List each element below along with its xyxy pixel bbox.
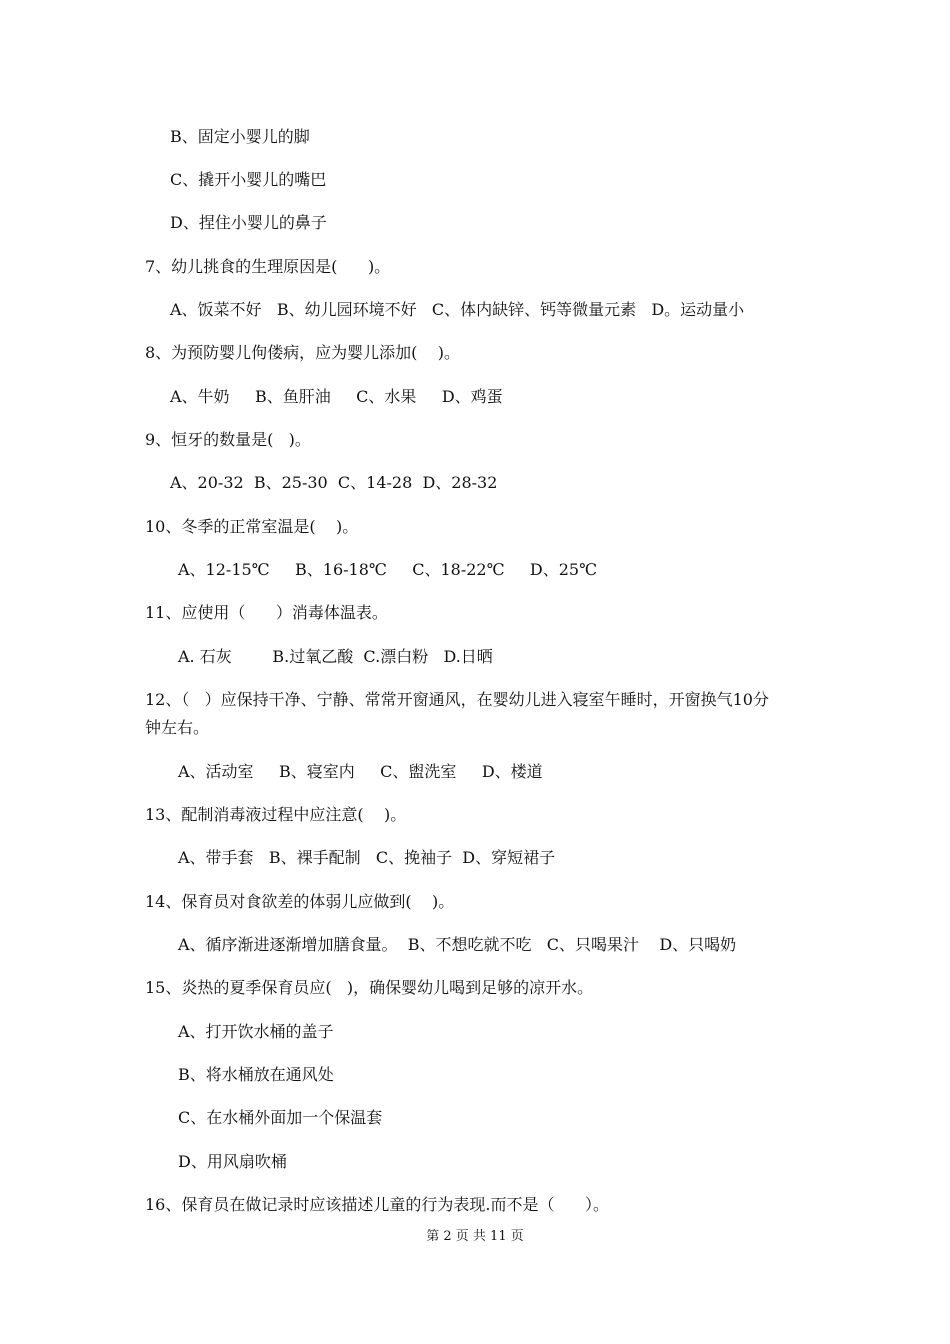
option-6b: B、固定小婴儿的脚 [170,127,310,146]
options-10: A、12-15℃ B、16-18℃ C、18-22℃ D、25℃ [178,560,598,579]
question-12-cont: 钟左右。 [145,718,210,737]
option-15a: A、打开饮水桶的盖子 [178,1022,334,1041]
question-7: 7、幼儿挑食的生理原因是( )。 [145,257,391,276]
option-15b: B、将水桶放在通风处 [178,1065,334,1084]
options-8: A、牛奶 B、鱼肝油 C、水果 D、鸡蛋 [170,387,503,406]
option-15c: C、在水桶外面加一个保温套 [178,1108,383,1127]
options-12: A、活动室 B、寝室内 C、盥洗室 D、楼道 [178,762,543,781]
question-11: 11、应使用（ ）消毒体温表。 [145,603,388,622]
options-13: A、带手套 B、裸手配制 C、挽袖子 D、穿短裙子 [178,848,556,867]
options-11: A. 石灰 B.过氧乙酸 C.漂白粉 D.日晒 [178,647,493,666]
question-10: 10、冬季的正常室温是( )。 [145,517,359,536]
question-14: 14、保育员对食欲差的体弱儿应做到( )。 [145,892,455,911]
options-9: A、20-32 B、25-30 C、14-28 D、28-32 [170,473,498,492]
question-9: 9、恒牙的数量是( )。 [145,430,311,449]
options-7: A、饭菜不好 B、幼儿园环境不好 C、体内缺锌、钙等微量元素 D。运动量小 [170,300,745,319]
question-13: 13、配制消毒液过程中应注意( )。 [145,805,407,824]
question-8: 8、为预防婴儿佝偻病，应为婴儿添加( )。 [145,343,461,362]
question-12: 12、（ ）应保持干净、宁静、常常开窗通风，在婴幼儿进入寝室午睡时，开窗换气10分 [145,690,769,709]
option-6d: D、捏住小婴儿的鼻子 [170,213,327,232]
option-6c: C、撬开小婴儿的嘴巴 [170,170,327,189]
question-15: 15、炎热的夏季保育员应( )，确保婴幼儿喝到足够的凉开水。 [145,978,594,997]
options-14: A、循序渐进逐渐增加膳食量。 B、不想吃就不吃 C、只喝果汁 D、只喝奶 [178,935,737,954]
question-16: 16、保育员在做记录时应该描述儿童的行为表现.而不是（ ）。 [145,1195,609,1214]
option-15d: D、用风扇吹桶 [178,1152,287,1171]
page-footer: 第 2 页 共 11 页 [426,1229,524,1244]
